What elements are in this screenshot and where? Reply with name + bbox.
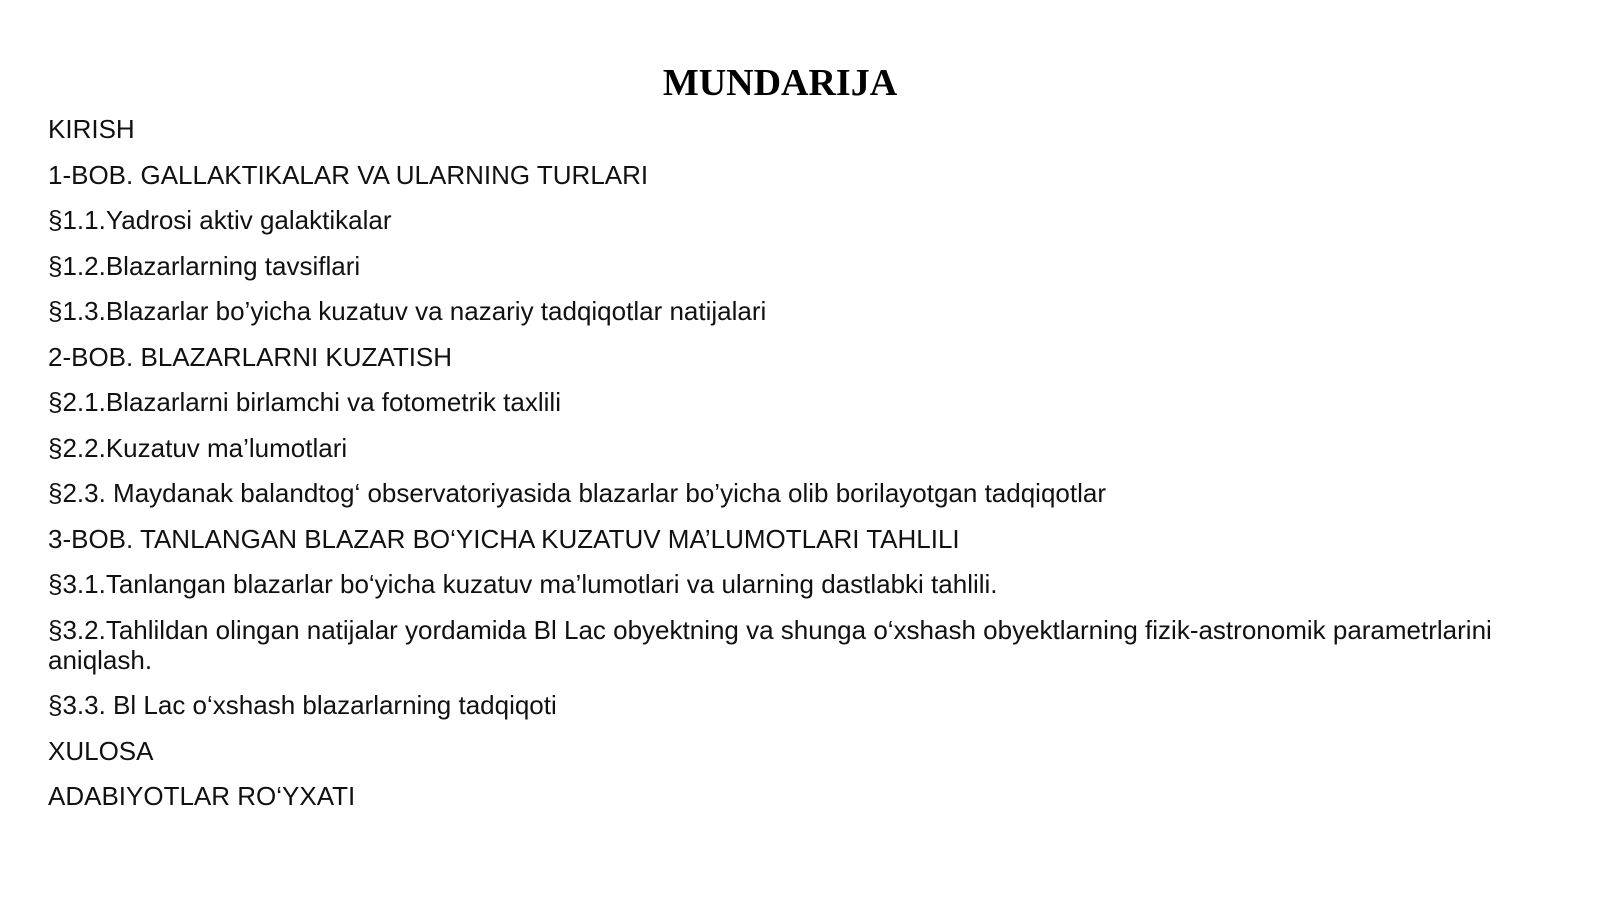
toc-item-references: ADABIYOTLAR RO‘YXATI bbox=[48, 781, 356, 811]
toc-item-chapter-2: 2-BOB. BLAZARLARNI KUZATISH bbox=[48, 341, 453, 372]
toc-item-chapter-3: 3-BOB. TANLANGAN BLAZAR BO‘YICHA KUZATUV MA’LUMOTLARI TAHLILI bbox=[48, 523, 960, 554]
toc-item-section-2-3: §2.3. Maydanak balandtog‘ observatoriyasida blazarlar bo’yicha olib borilayotgan tadqiqotlar bbox=[48, 478, 1106, 508]
table-of-contents bbox=[48, 114, 1518, 827]
toc-item-section-3-3: §3.3. Bl Lac o‘xshash blazarlarning tadqiqoti bbox=[48, 690, 557, 720]
toc-item-section-2-1: §2.1.Blazarlarni birlamchi va fotometrik taxlili bbox=[48, 387, 561, 417]
toc-item-section-3-2: §3.2.Tahlildan olingan natijalar yordamida Bl Lac obyektning va shunga o‘xshash obyektlarning fizik-astronomik parametrlarini aniqlash. bbox=[48, 614, 1492, 675]
toc-item-chapter-1: 1-BOB. GALLAKTIKALAR VA ULARNING TURLARI bbox=[48, 159, 649, 190]
toc-item-section-1-2: §1.2.Blazarlarning tavsiflari bbox=[48, 250, 361, 281]
toc-item-section-1-1: §1.1.Yadrosi aktiv galaktikalar bbox=[48, 205, 392, 235]
toc-item-section-1-3: §1.3.Blazarlar bo’yicha kuzatuv va nazariy tadqiqotlar natijalari bbox=[48, 296, 767, 326]
toc-item-introduction: KIRISH bbox=[48, 114, 135, 144]
toc-item-section-3-1: §3.1.Tanlangan blazarlar bo‘yicha kuzatuv ma’lumotlari va ularning dastlabki tahlili. bbox=[48, 569, 998, 599]
toc-item-section-2-2: §2.2.Kuzatuv ma’lumotlari bbox=[48, 432, 348, 463]
toc-item-conclusion: XULOSA bbox=[48, 735, 154, 766]
page-title: MUNDARIJA bbox=[662, 62, 898, 104]
